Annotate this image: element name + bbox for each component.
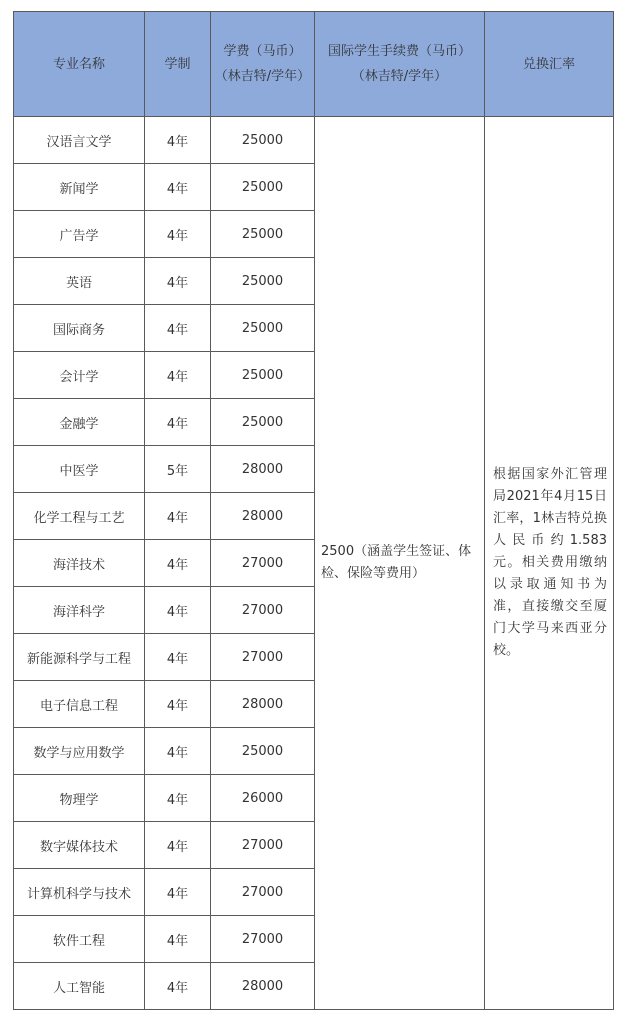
cell-major: 化学工程与工艺 xyxy=(14,493,145,540)
cell-tuition: 27000 xyxy=(211,916,315,963)
cell-tuition: 27000 xyxy=(211,634,315,681)
cell-duration: 4年 xyxy=(145,775,211,822)
header-tuition-line1: 学费（马币） xyxy=(223,44,302,59)
cell-tuition: 27000 xyxy=(211,822,315,869)
cell-major: 英语 xyxy=(14,258,145,305)
cell-major: 海洋技术 xyxy=(14,540,145,587)
header-duration: 学制 xyxy=(145,12,211,117)
header-tuition xyxy=(211,12,315,117)
cell-duration: 4年 xyxy=(145,399,211,446)
header-fee-line1: 国际学生手续费（马币） xyxy=(327,44,471,59)
cell-duration: 4年 xyxy=(145,869,211,916)
cell-major: 广告学 xyxy=(14,211,145,258)
header-major: 专业名称 xyxy=(14,12,145,117)
header-exchange-rate: 兑换汇率 xyxy=(485,12,614,117)
cell-major: 人工智能 xyxy=(14,963,145,1010)
cell-tuition: 27000 xyxy=(211,869,315,916)
cell-duration: 4年 xyxy=(145,352,211,399)
cell-major: 会计学 xyxy=(14,352,145,399)
cell-major: 计算机科学与技术 xyxy=(14,869,145,916)
cell-major: 数学与应用数学 xyxy=(14,728,145,775)
cell-duration: 5年 xyxy=(145,446,211,493)
cell-duration: 4年 xyxy=(145,587,211,634)
cell-major: 中医学 xyxy=(14,446,145,493)
header-tuition-line2: （林吉特/学年） xyxy=(214,69,311,84)
cell-duration: 4年 xyxy=(145,916,211,963)
cell-major: 新能源科学与工程 xyxy=(14,634,145,681)
cell-tuition: 25000 xyxy=(211,164,315,211)
cell-duration: 4年 xyxy=(145,493,211,540)
cell-major: 物理学 xyxy=(14,775,145,822)
cell-tuition: 28000 xyxy=(211,963,315,1010)
international-fee-cell: 2500（涵盖学生签证、体检、保险等费用） xyxy=(315,117,485,1010)
cell-major: 国际商务 xyxy=(14,305,145,352)
cell-duration: 4年 xyxy=(145,822,211,869)
header-fee-line2: （林吉特/学年） xyxy=(351,69,448,84)
cell-duration: 4年 xyxy=(145,305,211,352)
cell-major: 软件工程 xyxy=(14,916,145,963)
table-body xyxy=(14,117,614,1010)
cell-major: 新闻学 xyxy=(14,164,145,211)
cell-duration: 4年 xyxy=(145,164,211,211)
cell-duration: 4年 xyxy=(145,117,211,164)
header-international-fee xyxy=(315,12,485,117)
cell-tuition: 25000 xyxy=(211,305,315,352)
table-header-row xyxy=(14,12,614,117)
cell-major: 数字媒体技术 xyxy=(14,822,145,869)
cell-tuition: 27000 xyxy=(211,587,315,634)
cell-tuition: 25000 xyxy=(211,399,315,446)
cell-tuition: 25000 xyxy=(211,258,315,305)
exchange-rate-note-cell: 根据国家外汇管理局2021年4月15日汇率，1林吉特兑换人民币约1.583元。相关费用缴纳以录取通知书为准，直接缴交至厦门大学马来西亚分校。 xyxy=(485,117,614,1010)
cell-major: 电子信息工程 xyxy=(14,681,145,728)
cell-major: 金融学 xyxy=(14,399,145,446)
cell-major: 汉语言文学 xyxy=(14,117,145,164)
cell-tuition: 28000 xyxy=(211,446,315,493)
cell-tuition: 28000 xyxy=(211,493,315,540)
cell-duration: 4年 xyxy=(145,681,211,728)
cell-duration: 4年 xyxy=(145,540,211,587)
cell-major: 海洋科学 xyxy=(14,587,145,634)
cell-tuition: 25000 xyxy=(211,352,315,399)
cell-tuition: 26000 xyxy=(211,775,315,822)
table-row xyxy=(14,117,614,164)
cell-tuition: 28000 xyxy=(211,681,315,728)
cell-duration: 4年 xyxy=(145,728,211,775)
cell-duration: 4年 xyxy=(145,634,211,681)
tuition-fee-table xyxy=(13,11,614,1010)
cell-duration: 4年 xyxy=(145,963,211,1010)
cell-duration: 4年 xyxy=(145,211,211,258)
cell-duration: 4年 xyxy=(145,258,211,305)
cell-tuition: 25000 xyxy=(211,211,315,258)
cell-tuition: 27000 xyxy=(211,540,315,587)
cell-tuition: 25000 xyxy=(211,728,315,775)
cell-tuition: 25000 xyxy=(211,117,315,164)
